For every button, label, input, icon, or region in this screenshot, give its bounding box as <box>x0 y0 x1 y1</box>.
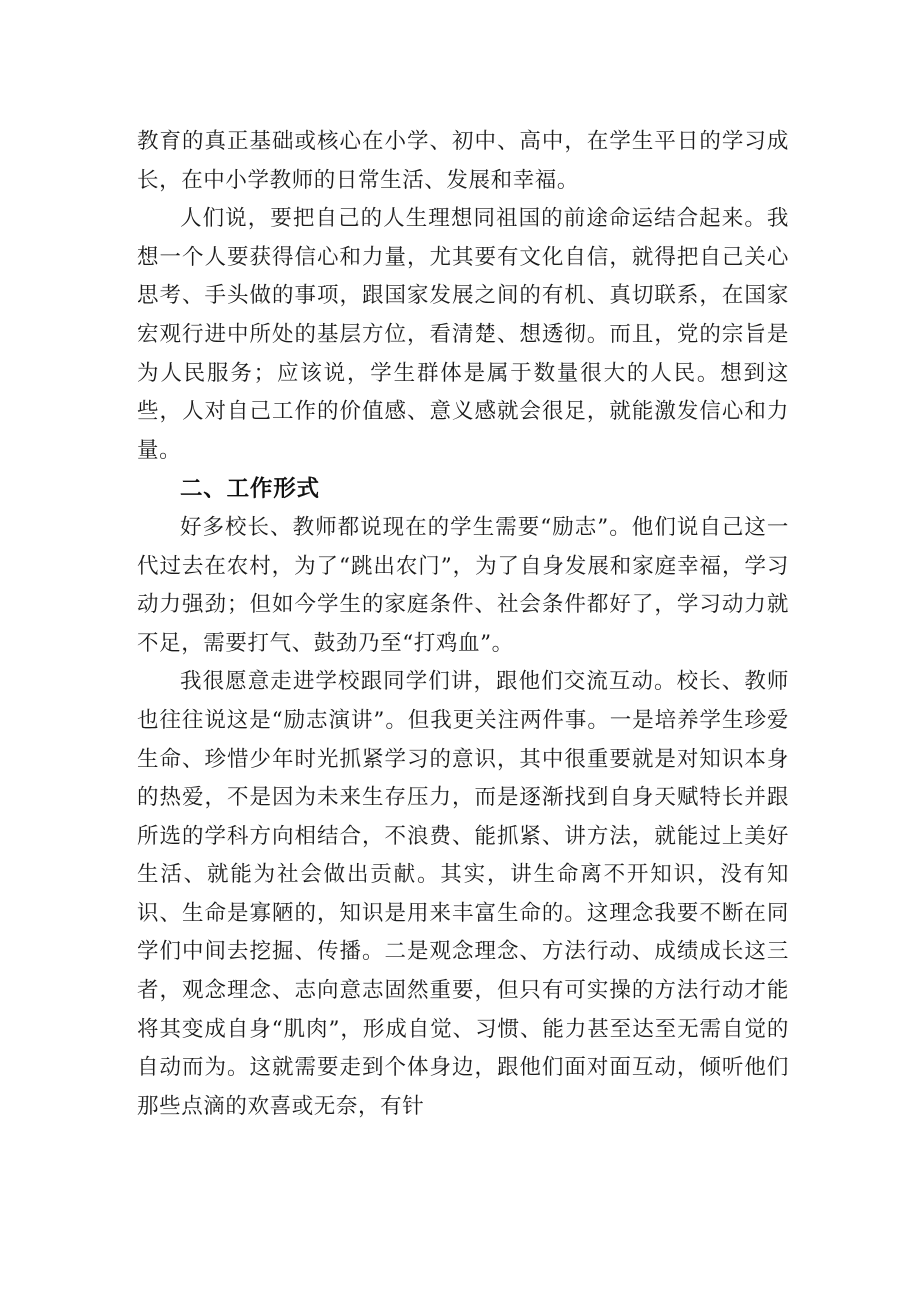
paragraph-2: 人们说，要把自己的人生理想同祖国的前途命运结合起来。我想一个人要获得信心和力量，尤其要有文化自信，就得把自己关心思考、手头做的事项，跟国家发展之间的有机、真切联系，在国家宏观行进中所处的基层方位，看清楚、想透彻。而且，党的宗旨是为人民服务；应该说，学生群体是属于数量很大的人民。想到这些，人对自己工作的价值感、意义感就会很足，就能激发信心和力量。 <box>137 206 789 463</box>
section-heading: 二、工作形式 <box>180 476 320 503</box>
paragraph-3: 好多校长、教师都说现在的学生需要“励志”。他们说自己这一代过去在农村，为了“跳出农门”，为了自身发展和家庭幸福，学习动力强劲；但如今学生的家庭条件、社会条件都好了，学习动力就不足，需要打气、鼓劲乃至“打鸡血”。 <box>137 514 789 656</box>
document-body <box>137 123 789 1126</box>
paragraph-4: 我很愿意走进学校跟同学们讲，跟他们交流互动。校长、教师也往往说这是“励志演讲”。但我更关注两件事。一是培养学生珍爱生命、珍惜少年时光抓紧学习的意识，其中很重要就是对知识本身的热爱，不是因为未来生存压力，而是逐渐找到自身天赋特长并跟所选的学科方向相结合，不浪费、能抓紧、讲方法，就能过上美好生活、就能为社会做出贡献。其实，讲生命离不开知识，没有知识、生命是寡陋的，知识是用来丰富生命的。这理念我要不断在同学们中间去挖掘、传播。二是观念理念、方法行动、成绩成长这三者，观念理念、志向意志固然重要，但只有可实操的方法行动才能将其变成自身“肌肉”，形成自觉、习惯、能力甚至达至无需自觉的自动而为。这就需要走到个体身边，跟他们面对面互动，倾听他们那些点滴的欢喜或无奈，有针 <box>137 669 789 1119</box>
paragraph-1: 教育的真正基础或核心在小学、初中、高中，在学生平日的学习成长，在中小学教师的日常生活、发展和幸福。 <box>137 129 789 193</box>
